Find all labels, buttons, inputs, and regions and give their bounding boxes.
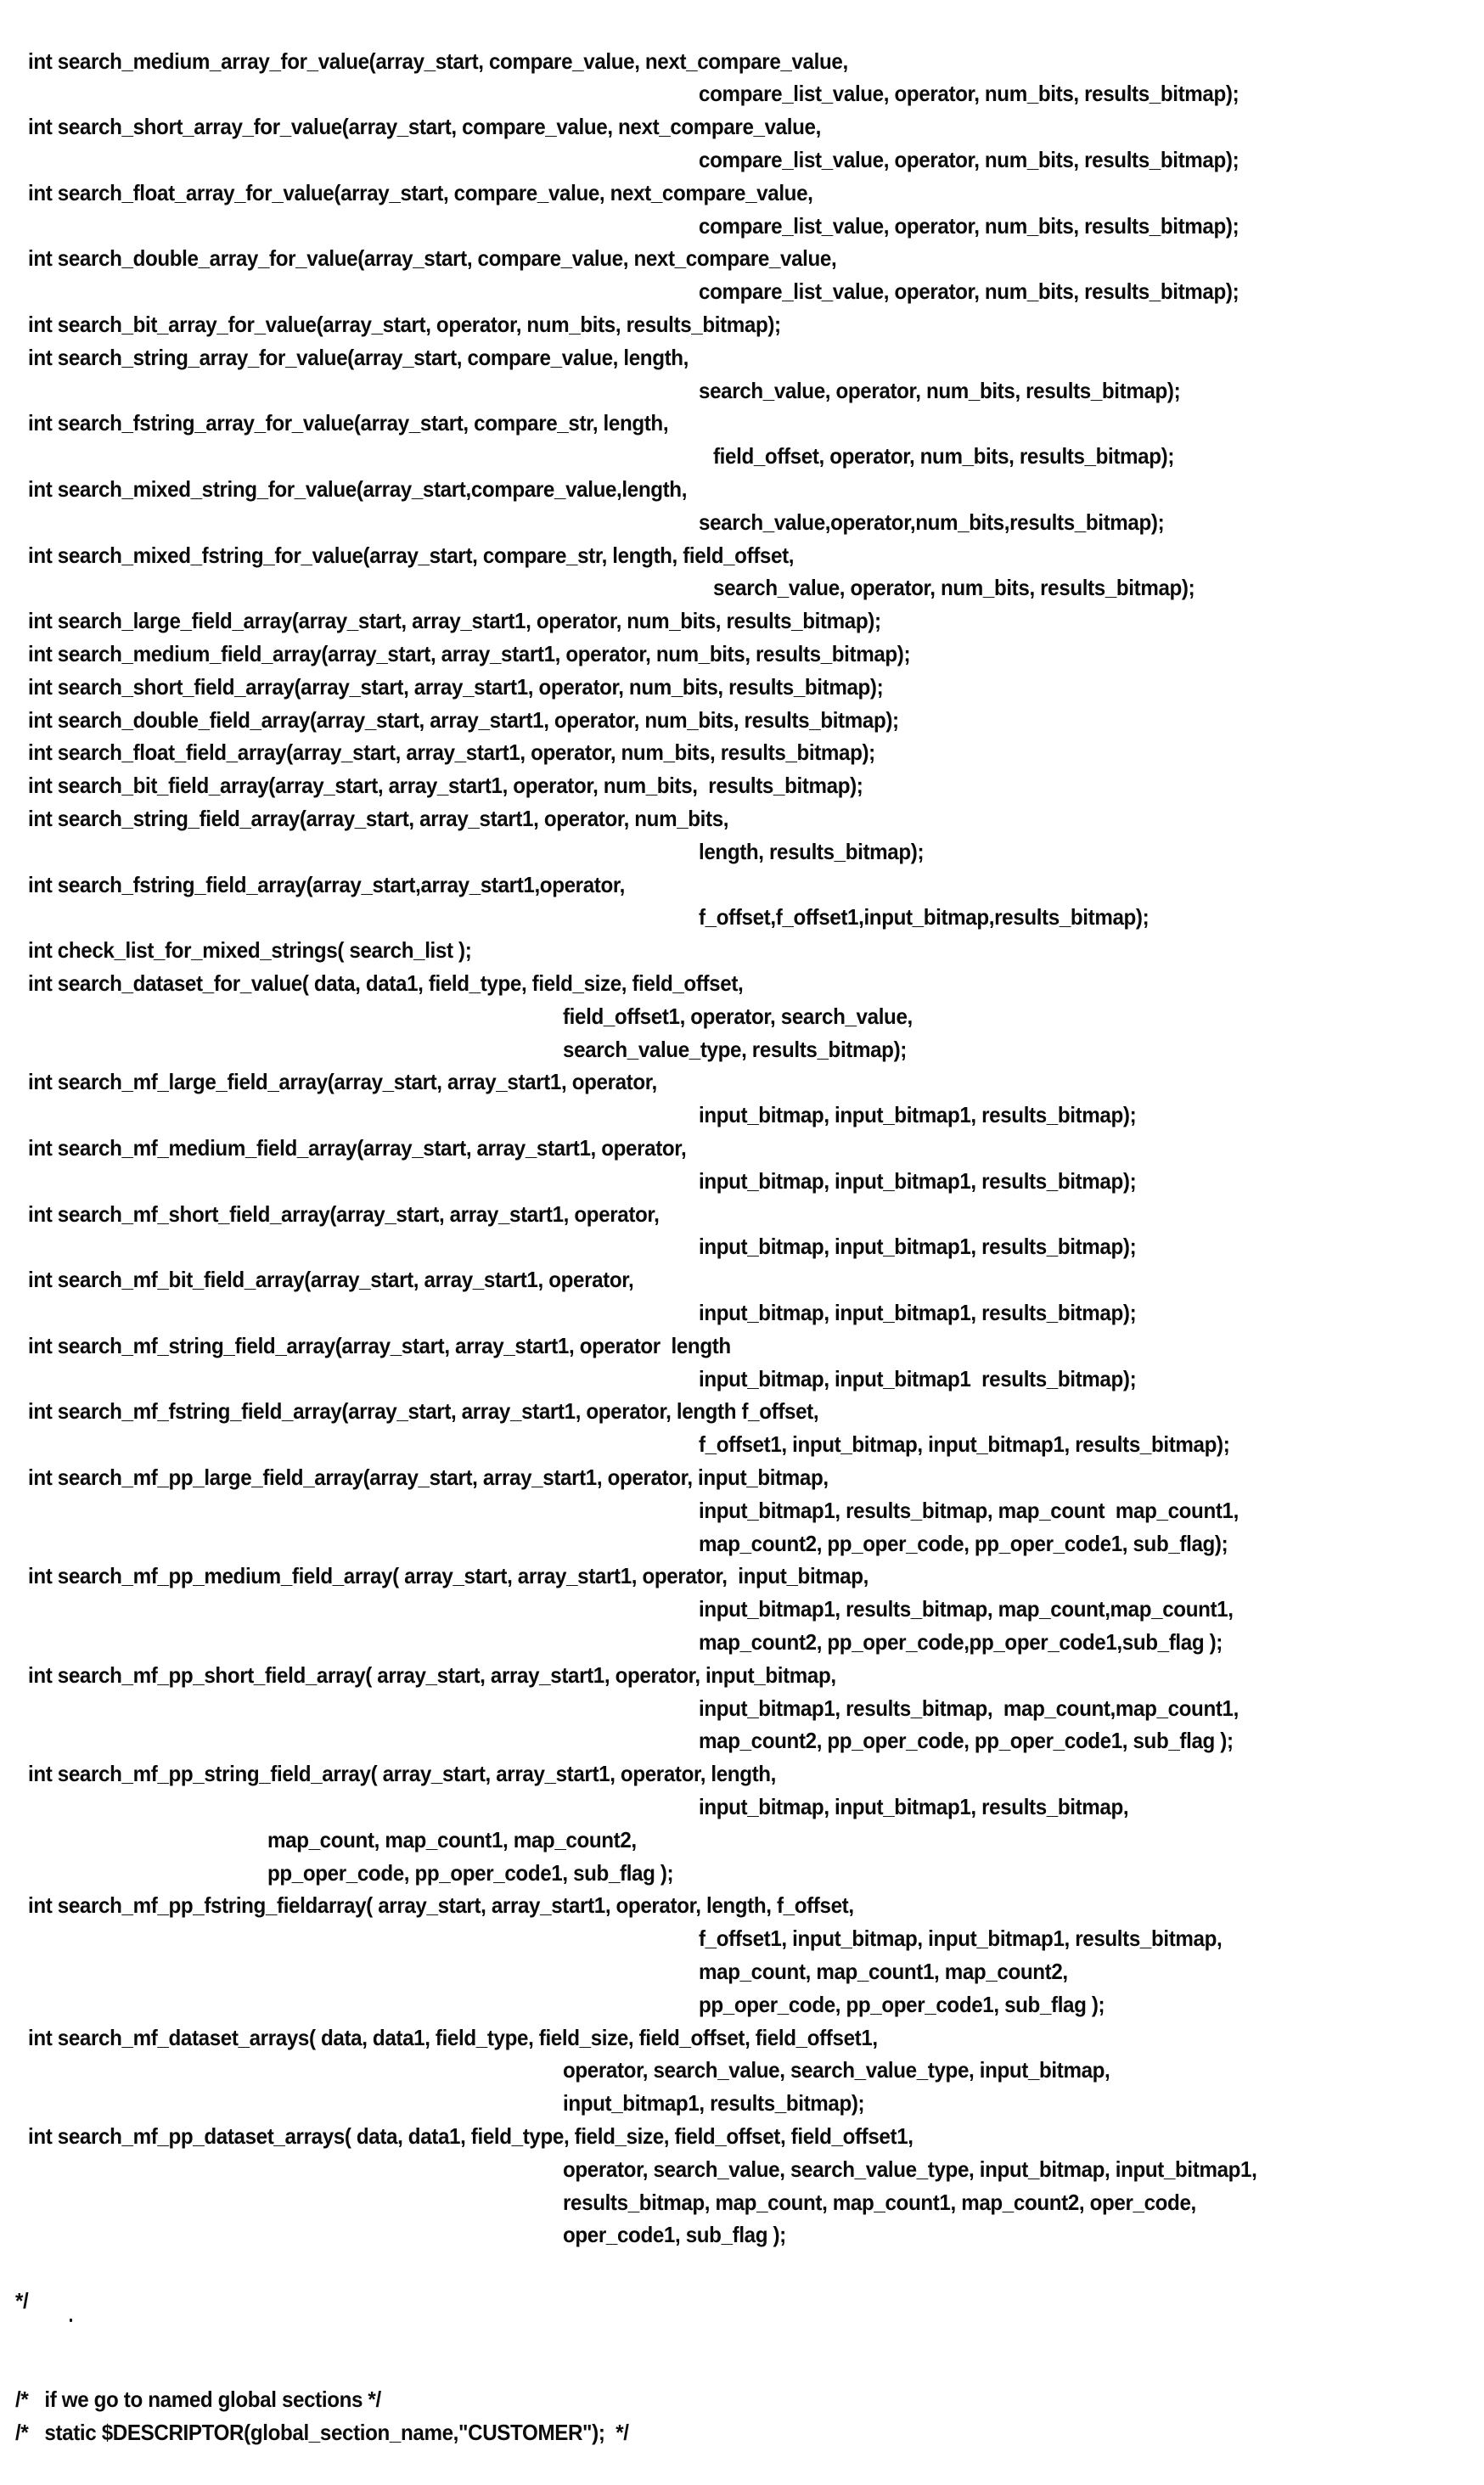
function-declaration-line: int search_mf_string_field_array(array_start, array_start1, operator length bbox=[28, 1332, 731, 1358]
parameter-continuation-line: results_bitmap, map_count, map_count1, map_count2, oper_code, bbox=[563, 2189, 1196, 2215]
function-declaration-line: int search_short_array_for_value(array_start, compare_value, next_compare_value, bbox=[28, 114, 821, 140]
function-declaration-line: int search_bit_field_array(array_start, array_start1, operator, num_bits, results_bitmap); bbox=[28, 773, 863, 799]
parameter-continuation-line: f_offset1, input_bitmap, input_bitmap1, results_bitmap); bbox=[699, 1431, 1230, 1458]
function-declaration-line: int search_mf_pp_medium_field_array( array_start, array_start1, operator, input_bitmap, bbox=[28, 1563, 868, 1589]
parameter-continuation-line: input_bitmap, input_bitmap1, results_bitmap); bbox=[699, 1102, 1137, 1128]
comment-line: /* static $DESCRIPTOR(global_section_name,"CUSTOMER"); */ bbox=[15, 2420, 629, 2446]
parameter-continuation-line: input_bitmap1, results_bitmap, map_count,map_count1, bbox=[699, 1695, 1239, 1721]
function-declaration-line: int search_mf_dataset_arrays( data, data1, field_type, field_size, field_offset, field_offset1, bbox=[28, 2024, 878, 2050]
parameter-continuation-line: input_bitmap1, results_bitmap, map_count map_count1, bbox=[699, 1497, 1239, 1523]
function-declaration-line: int search_string_field_array(array_start, array_start1, operator, num_bits, bbox=[28, 806, 729, 831]
parameter-continuation-line: search_value, operator, num_bits, results_bitmap); bbox=[713, 575, 1195, 601]
parameter-continuation-line: pp_oper_code, pp_oper_code1, sub_flag ); bbox=[699, 1991, 1105, 2017]
function-declaration-line: int search_mf_large_field_array(array_start, array_start1, operator, bbox=[28, 1069, 657, 1095]
function-declaration-line: int search_fstring_field_array(array_start,array_start1,operator, bbox=[28, 871, 625, 897]
parameter-continuation-line: field_offset1, operator, search_value, bbox=[563, 1003, 913, 1029]
function-declaration-line: int search_medium_array_for_value(array_start, compare_value, next_compare_value, bbox=[28, 48, 848, 74]
function-declaration-line: int search_float_array_for_value(array_start, compare_value, next_compare_value, bbox=[28, 179, 813, 205]
function-declaration-line: int search_short_field_array(array_start, array_start1, operator, num_bits, results_bitmap); bbox=[28, 673, 884, 700]
function-declaration-line: int search_mf_fstring_field_array(array_start, array_start1, operator, length f_offset, bbox=[28, 1398, 819, 1425]
function-declaration-line: int search_mf_medium_field_array(array_start, array_start1, operator, bbox=[28, 1135, 687, 1161]
parameter-continuation-line: input_bitmap1, results_bitmap, map_count,map_count1, bbox=[699, 1596, 1234, 1622]
scan-speck bbox=[70, 2319, 72, 2322]
parameter-continuation-line: f_offset,f_offset1,input_bitmap,results_bitmap); bbox=[699, 904, 1150, 930]
parameter-continuation-line: map_count2, pp_oper_code, pp_oper_code1, sub_flag ); bbox=[699, 1728, 1234, 1754]
parameter-continuation-line: map_count2, pp_oper_code, pp_oper_code1, sub_flag); bbox=[699, 1530, 1228, 1556]
parameter-continuation-line: oper_code1, sub_flag ); bbox=[563, 2222, 786, 2248]
parameter-continuation-line: f_offset1, input_bitmap, input_bitmap1, results_bitmap, bbox=[699, 1926, 1223, 1952]
parameter-continuation-line: pp_oper_code, pp_oper_code1, sub_flag ); bbox=[267, 1859, 674, 1886]
parameter-continuation-line: field_offset, operator, num_bits, results_bitmap); bbox=[713, 443, 1175, 469]
function-declaration-line: int search_mixed_fstring_for_value(array_start, compare_str, length, field_offset, bbox=[28, 542, 795, 568]
parameter-continuation-line: input_bitmap, input_bitmap1, results_bitmap); bbox=[699, 1300, 1137, 1325]
parameter-continuation-line: input_bitmap, input_bitmap1 results_bitmap); bbox=[699, 1365, 1137, 1391]
parameter-continuation-line: search_value,operator,num_bits,results_bitmap); bbox=[699, 509, 1165, 535]
comment-line: /* if we go to named global sections */ bbox=[15, 2387, 381, 2413]
parameter-continuation-line: map_count, map_count1, map_count2, bbox=[699, 1959, 1068, 1984]
function-declaration-line: int search_double_field_array(array_start, array_start1, operator, num_bits, results_bitmap); bbox=[28, 706, 899, 733]
function-declaration-line: int search_medium_field_array(array_start, array_start1, operator, num_bits, results_bitmap); bbox=[28, 641, 911, 666]
parameter-continuation-line: compare_list_value, operator, num_bits, results_bitmap); bbox=[699, 147, 1239, 172]
comment-line: */ bbox=[15, 2288, 29, 2314]
function-declaration-line: int search_bit_array_for_value(array_start, operator, num_bits, results_bitmap); bbox=[28, 312, 781, 337]
parameter-continuation-line: map_count, map_count1, map_count2, bbox=[267, 1826, 637, 1853]
function-declaration-line: int search_mf_pp_string_field_array( array_start, array_start1, operator, length, bbox=[28, 1761, 777, 1787]
parameter-continuation-line: length, results_bitmap); bbox=[699, 838, 925, 864]
parameter-continuation-line: search_value, operator, num_bits, results_bitmap); bbox=[699, 377, 1181, 403]
function-declaration-line: int search_mf_pp_dataset_arrays( data, data1, field_type, field_size, field_offset, field_offset1, bbox=[28, 2123, 913, 2149]
function-declaration-line: int search_mf_short_field_array(array_start, array_start1, operator, bbox=[28, 1200, 660, 1227]
function-declaration-line: int search_mf_pp_short_field_array( array_start, array_start1, operator, input_bitmap, bbox=[28, 1661, 836, 1688]
parameter-continuation-line: input_bitmap, input_bitmap1, results_bitmap); bbox=[699, 1167, 1137, 1194]
parameter-continuation-line: operator, search_value, search_value_type, input_bitmap, input_bitmap1, bbox=[563, 2156, 1257, 2182]
function-declaration-line: int search_string_array_for_value(array_start, compare_value, length, bbox=[28, 344, 689, 370]
function-declaration-line: int search_double_array_for_value(array_start, compare_value, next_compare_value, bbox=[28, 245, 837, 272]
parameter-continuation-line: operator, search_value, search_value_type, input_bitmap, bbox=[563, 2057, 1110, 2083]
function-declaration-line: int check_list_for_mixed_strings( search_list ); bbox=[28, 937, 472, 964]
parameter-continuation-line: map_count2, pp_oper_code,pp_oper_code1,sub_flag ); bbox=[699, 1629, 1223, 1655]
function-declaration-line: int search_dataset_for_value( data, data1, field_type, field_size, field_offset, bbox=[28, 970, 744, 996]
parameter-continuation-line: compare_list_value, operator, num_bits, results_bitmap); bbox=[699, 278, 1239, 305]
function-declaration-line: int search_large_field_array(array_start, array_start1, operator, num_bits, results_bitmap); bbox=[28, 608, 881, 634]
function-declaration-line: int search_mixed_string_for_value(array_start,compare_value,length, bbox=[28, 476, 688, 502]
parameter-continuation-line: input_bitmap, input_bitmap1, results_bitmap); bbox=[699, 1234, 1137, 1260]
parameter-continuation-line: input_bitmap, input_bitmap1, results_bitmap, bbox=[699, 1794, 1129, 1819]
function-declaration-line: int search_mf_bit_field_array(array_start, array_start1, operator, bbox=[28, 1267, 634, 1293]
function-declaration-line: int search_float_field_array(array_start, array_start1, operator, num_bits, results_bitmap); bbox=[28, 739, 875, 766]
function-declaration-line: int search_fstring_array_for_value(array_start, compare_str, length, bbox=[28, 410, 669, 436]
parameter-continuation-line: compare_list_value, operator, num_bits, results_bitmap); bbox=[699, 212, 1239, 239]
parameter-continuation-line: compare_list_value, operator, num_bits, results_bitmap); bbox=[699, 81, 1239, 107]
function-declaration-line: int search_mf_pp_large_field_array(array_start, array_start1, operator, input_bitmap, bbox=[28, 1465, 829, 1490]
parameter-continuation-line: input_bitmap1, results_bitmap); bbox=[563, 2090, 865, 2117]
function-declaration-line: int search_mf_pp_fstring_fieldarray( array_start, array_start1, operator, length, f_offset, bbox=[28, 1892, 854, 1919]
parameter-continuation-line: search_value_type, results_bitmap); bbox=[563, 1036, 907, 1062]
